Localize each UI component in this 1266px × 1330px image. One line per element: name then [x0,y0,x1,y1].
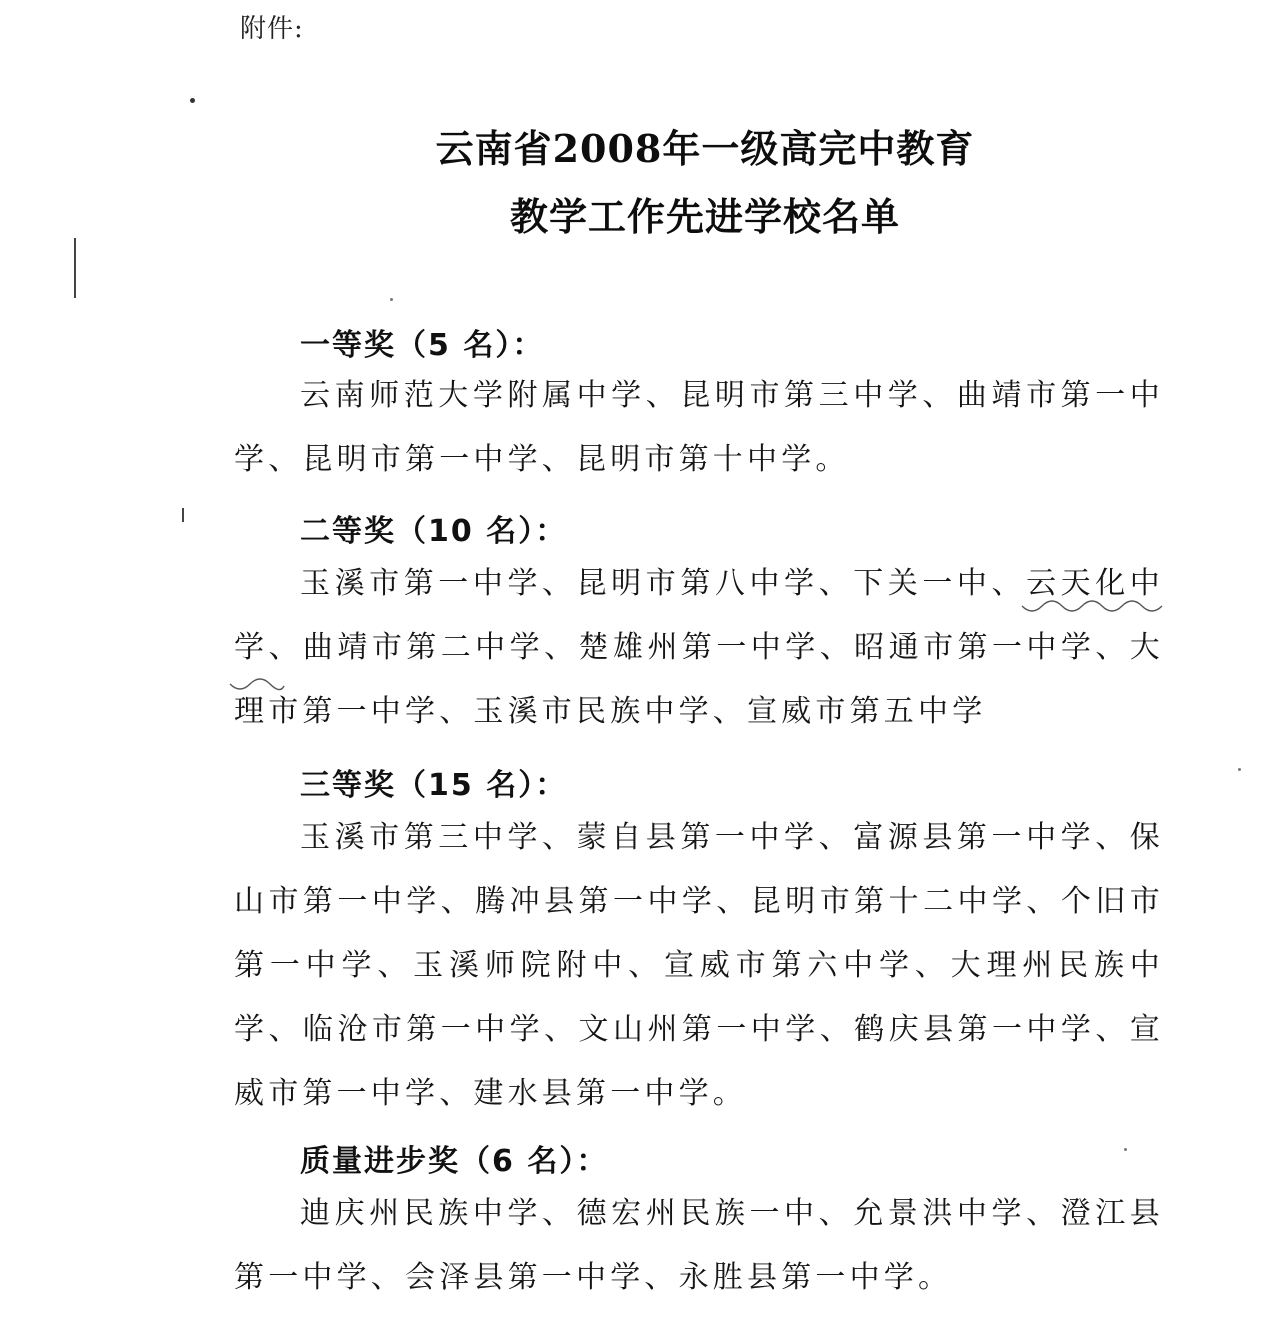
handwritten-underline-mark [228,678,288,698]
scan-speck [1238,768,1241,771]
second-prize-school-list: 玉溪市第一中学、昆明市第八中学、下关一中、云天化中学、曲靖市第二中学、楚雄州第一中学、昭通市第一中学、大理市第一中学、玉溪市民族中学、宣威市第五中学 [234,566,1164,729]
third-prize-school-list: 玉溪市第三中学、蒙自县第一中学、富源县第一中学、保山市第一中学、腾冲县第一中学、昆明市第十二中学、个旧市第一中学、玉溪师院附中、宣威市第六中学、大理州民族中学、临沧市第一中学、文山州第一中学、鹤庆县第一中学、宣威市第一中学、建水县第一中学。 [234,820,1164,1111]
document-title-line-2: 教学工作先进学校名单 [509,194,900,239]
scan-speck [390,298,393,301]
third-prize-heading: 三等奖（15 名）： [300,768,568,803]
second-prize-heading: 二等奖（10 名）： [300,514,568,549]
scan-edge-mark [74,238,76,298]
attachment-label: 附件: [240,14,304,44]
scan-speck [1124,1148,1127,1151]
scan-edge-mark [182,508,184,522]
first-prize-heading: 一等奖（5 名）： [300,328,545,363]
scan-speck [190,98,195,103]
quality-progress-prize-heading: 质量进步奖（6 名）： [300,1144,609,1179]
document-title-line-1: 云南省2008年一级高完中教育 [435,126,975,171]
first-prize-school-list: 云南师范大学附属中学、昆明市第三中学、曲靖市第一中学、昆明市第一中学、昆明市第十中学。 [234,378,1164,477]
handwritten-underline-mark [1020,600,1170,620]
quality-progress-prize-school-list: 迪庆州民族中学、德宏州民族一中、允景洪中学、澄江县第一中学、会泽县第一中学、永胜县第一中学。 [234,1196,1164,1295]
